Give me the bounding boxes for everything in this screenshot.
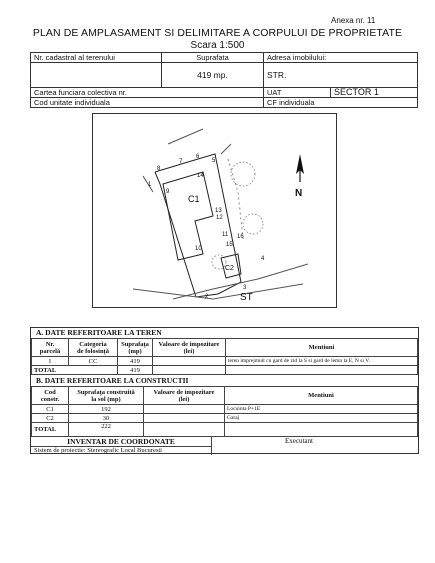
land-total-label: TOTAL [32,366,118,375]
col-surface-header [118,339,153,357]
col-nr-header [32,339,69,357]
col-tax-value-header-l2: (lei) [183,347,195,355]
point-5: 5 [212,158,216,164]
land-total-empty-2 [226,366,418,375]
construction-code: C2 [32,414,69,423]
point-8: 8 [157,166,161,172]
scale-label: Scara 1:500 [190,40,245,51]
site-plan-drawing [93,114,336,307]
land-row-note: teren imprejmuit cu gard de zid la S si gard de lemn la E, N si V. [226,357,418,366]
construction-total-value: 222 [69,423,144,437]
label-c1: C1 [188,194,200,204]
point-7: 7 [179,159,183,165]
construction-note: Garaj [225,414,418,423]
construction-surface: 30 [69,414,144,423]
land-row-nr: I [32,357,69,366]
construction-tax-value [144,405,225,414]
col-c-tax-value-header-l1: Valoare de impozitare [153,388,215,396]
uat-value: SECTOR 1 [331,88,418,98]
executant-label: Executant [285,437,313,445]
section-a-title: A. DATE REFERITOARE LA TEREN [36,328,162,337]
land-total-empty-1 [153,366,226,375]
land-row-tax-value [153,357,226,366]
point-12: 12 [216,215,223,221]
land-total-value: 419 [118,366,153,375]
col-built-surface-header-l1: Suprafaţa construită [77,388,135,396]
land-data-table [31,338,418,375]
point-1: 1 [148,182,152,188]
cf-collective-label: Cartea funciara colectiva nr. [31,88,264,98]
land-row-surface: 419 [118,357,153,366]
table-row [32,405,418,414]
coordinate-inventory [31,436,212,455]
col-mentions-header: Mentiuni [226,339,418,357]
address-value: STR. [264,63,418,88]
annex-number: Anexa nr. 11 [331,16,376,25]
unit-code-label: Cod unitate individuala [31,98,264,108]
col-surface-header-l2: (mp) [128,347,142,355]
construction-data-table [31,386,418,437]
lot-boundary-west [155,172,196,297]
section-b-title: B. DATE REFERITOARE LA CONSTRUCTII [36,376,189,385]
point-6: 6 [196,154,200,160]
point-14: 14 [197,173,204,179]
north-label: N [295,188,303,199]
point-3: 3 [243,285,247,291]
label-c2: C2 [225,265,234,272]
land-row-category: CC [69,357,118,366]
col-code-header-l1: Cod [44,388,56,396]
construction-note: Locuinta P+1E [225,405,418,414]
col-category-header [69,339,118,357]
point-15: 15 [226,242,233,248]
col-nr-header-l2: parcelă [39,347,61,355]
construction-total-empty-2 [225,423,418,437]
col-category-header-l1: Categoria [79,340,107,348]
uat-label: UAT [264,88,331,98]
point-2: 2 [205,294,209,300]
cf-individual-label: CF individuala [264,98,418,108]
col-tax-value-header-l1: Valoare de impozitare [158,340,220,348]
col-code-header [32,387,69,405]
col-c-tax-value-header [144,387,225,405]
point-10: 10 [195,246,202,252]
page-title: PLAN DE AMPLASAMENT SI DELIMITARE A CORPULUI DE PROPRIETATE [32,27,403,39]
construction-total-label: TOTAL [32,423,69,437]
surface-label: Suprafata [162,53,264,63]
point-11: 11 [222,232,229,238]
col-c-mentions-header: Mentiuni [225,387,418,405]
point-13: 13 [215,208,222,214]
construction-tax-value [144,414,225,423]
col-built-surface-header [69,387,144,405]
construction-code: C1 [32,405,69,414]
point-9: 9 [166,189,170,195]
col-code-header-l2: constr. [40,395,60,403]
col-surface-header-l1: Suprafaţa [121,340,149,348]
address-label: Adresa imobilului: [264,53,418,63]
projection-system: Sistem de proiectie: Stereografic Local Bucuresti [31,446,211,455]
construction-total-empty-1 [144,423,225,437]
north-arrow-icon [296,154,304,182]
col-c-tax-value-header-l2: (lei) [178,395,190,403]
cadastral-label: Nr. cadastral al terenului [31,53,162,63]
col-nr-header-l1: Nr. [45,340,55,348]
col-built-surface-header-l2: la sol (mp) [91,395,121,403]
property-header-table [30,52,418,108]
surface-value: 419 mp. [162,63,264,88]
cadastral-value [31,63,162,88]
point-16: 16 [237,234,244,240]
col-tax-value-header [153,339,226,357]
site-plan [92,113,337,308]
point-4: 4 [261,256,265,262]
construction-surface: 192 [69,405,144,414]
street-label: ST [240,292,253,303]
table-row [32,414,418,423]
col-category-header-l2: de folosinţă [77,347,109,355]
inventory-title: INVENTAR DE COORDONATE [67,437,175,446]
